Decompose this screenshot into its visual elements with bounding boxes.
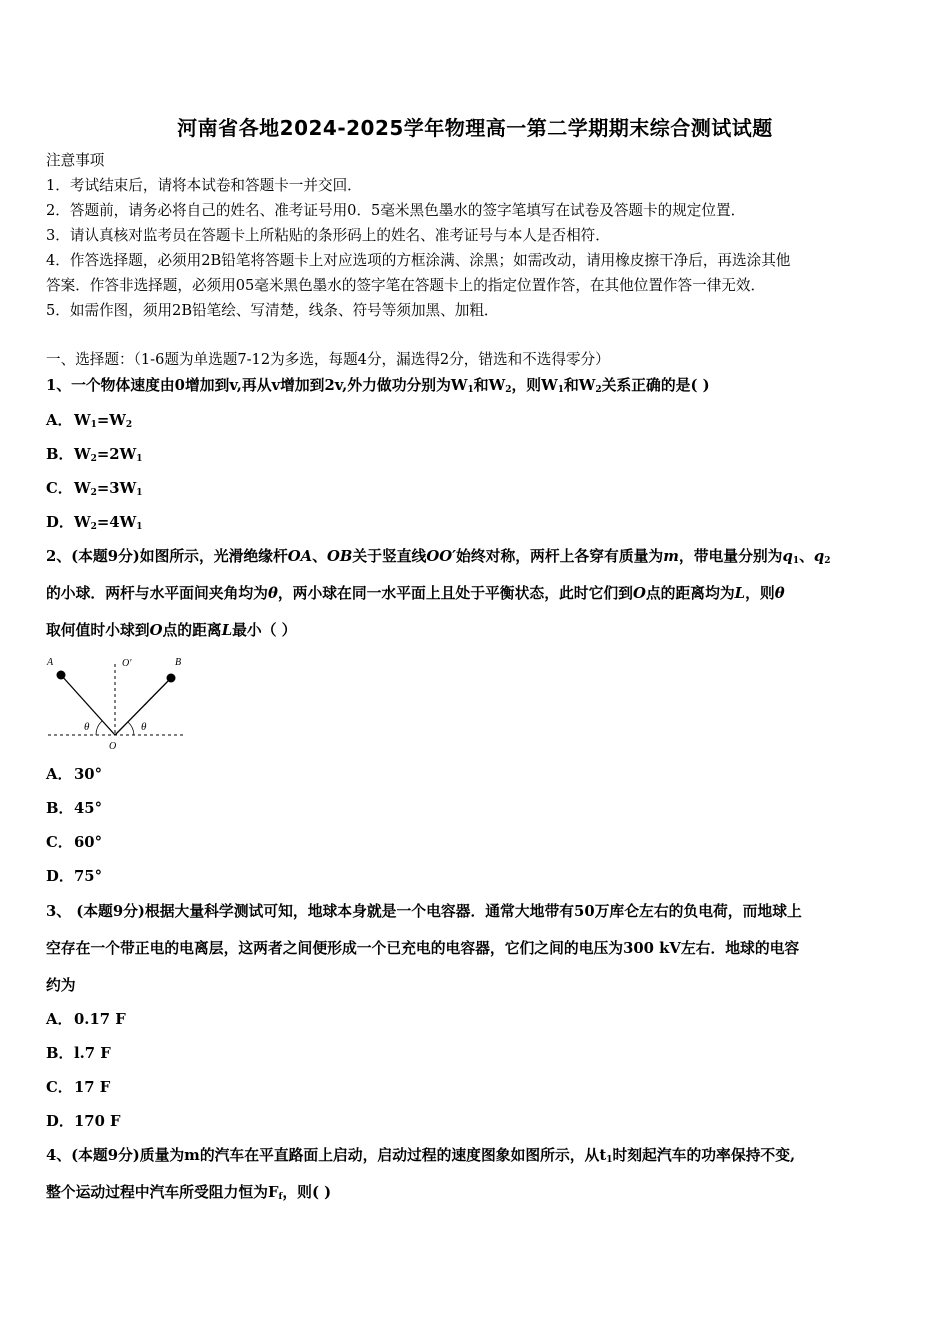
question-3-stem-line1: 3、 (本题9分)根据大量科学测试可知，地球本身就是一个电容器．通常大地带有50万库仑左右的负电荷，而地球上 xyxy=(46,903,802,920)
label-theta-left: θ xyxy=(84,721,90,733)
q3-option-b[interactable]: B．l.7 F xyxy=(46,1045,111,1062)
notice-item: 2．答题前，请务必将自己的姓名、准考证号用0．5毫米黑色墨水的签字笔填写在试卷及答题卡的规定位置． xyxy=(46,202,746,219)
notice-item: 1．考试结束后，请将本试卷和答题卡一并交回． xyxy=(46,177,362,194)
question-1-stem: 1、一个物体速度由0增加到v,再从v增加到2v,外力做功分别为$W_1$和$W_2$，则$W_1$和$W_2$关系正确的是( ) xyxy=(46,377,710,395)
page-title: 河南省各地2024-2025学年物理高一第二学期期末综合测试试题 xyxy=(177,116,773,140)
question-3-stem-line2: 空存在一个带正电的电离层，这两者之间便形成一个已充电的电容器，它们之间的电压为300 kV左右．地球的电容 xyxy=(46,940,800,957)
q3-option-d[interactable]: D．170 F xyxy=(46,1113,121,1130)
label-o-prime: O′ xyxy=(122,658,132,669)
label-a: A xyxy=(47,657,54,668)
notice-item: 4．作答选择题，必须用2B铅笔将答题卡上对应选项的方框涂满、涂黑；如需改动，请用橡皮擦干净后，再选涂其他 xyxy=(46,252,791,269)
section-heading: 一、选择题：（1-6题为单选题7-12为多选，每题4分，漏选得2分，错选和不选得零分） xyxy=(46,351,610,368)
question-4-stem-line2: 整个运动过程中汽车所受阻力恒为$F_f$，则( ) xyxy=(46,1184,332,1202)
q2-option-d[interactable]: D．75° xyxy=(46,868,102,885)
angle-arc-left xyxy=(96,721,102,735)
question-2-stem-line3: 取何值时小球到O点的距离L最小（ ） xyxy=(46,622,297,639)
label-b: B xyxy=(175,657,182,668)
q1-option-d[interactable]: D．$W_2=4W_1$ xyxy=(46,514,143,532)
ball-a xyxy=(57,671,66,680)
rod-diagram xyxy=(44,654,190,752)
label-theta-right: θ xyxy=(141,721,147,733)
angle-arc-right xyxy=(128,722,134,735)
notice-item: 5．如需作图，须用2B铅笔绘、写清楚，线条、符号等须加黑、加粗． xyxy=(46,302,499,319)
notice-item: 3．请认真核对监考员在答题卡上所粘贴的条形码上的姓名、准考证号与本人是否相符． xyxy=(46,227,610,244)
ball-b xyxy=(167,674,176,683)
q2-option-a[interactable]: A． 30° xyxy=(46,766,102,783)
question-4-stem-line1: 4、(本题9分)质量为m的汽车在平直路面上启动，启动过程的速度图象如图所示，从$t_1$时刻起汽车的功率保持不变, xyxy=(46,1147,796,1165)
q1-option-b[interactable]: B．$W_2=2W_1$ xyxy=(46,446,143,464)
question-2-stem-line2: 的小球．两杆与水平面间夹角均为θ，两小球在同一水平面上且处于平衡状态，此时它们到O点的距离均为L，则θ xyxy=(46,585,785,602)
q3-option-c[interactable]: C．17 F xyxy=(46,1079,111,1096)
q2-option-b[interactable]: B．45° xyxy=(46,800,102,817)
force-mark xyxy=(145,698,151,705)
question-2-stem-line1: 2、(本题9分)如图所示，光滑绝缘杆OA、OB关于竖直线OO′始终对称，两杆上各穿有质量为m，带电量分别为$q_1$、$q_2$ xyxy=(46,548,831,566)
label-o: O xyxy=(109,741,117,752)
question-3-stem-line3: 约为 xyxy=(46,977,76,994)
q2-option-c[interactable]: C．60° xyxy=(46,834,102,851)
q3-option-a[interactable]: A． 0.17 F xyxy=(46,1011,126,1028)
notice-heading: 注意事项 xyxy=(46,152,105,169)
notice-item: 答案．作答非选择题，必须用05毫米黑色墨水的签字笔在答题卡上的指定位置作答，在其他位置作答一律无效． xyxy=(46,277,766,294)
q1-option-a[interactable]: A． $W_1=W_2$ xyxy=(46,412,133,430)
q1-option-c[interactable]: C．$W_2=3W_1$ xyxy=(46,480,143,498)
